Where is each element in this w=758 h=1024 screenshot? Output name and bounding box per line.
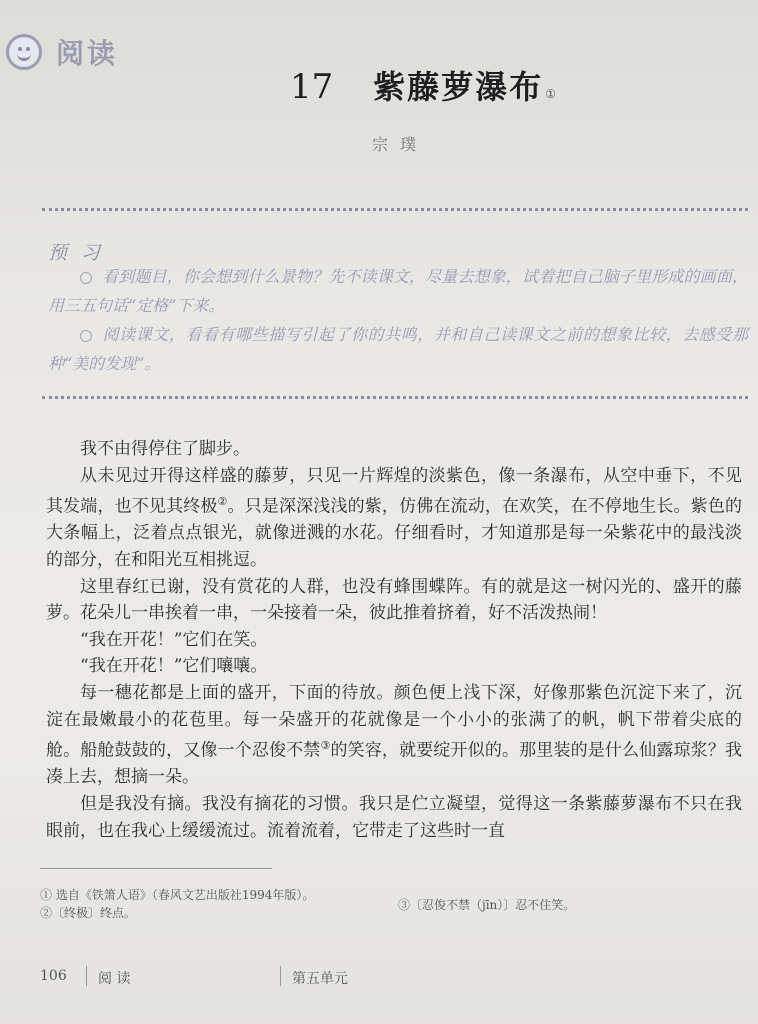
lesson-name: 紫藤萝瀑布	[373, 68, 544, 106]
footnote-rule	[40, 868, 272, 869]
preview-section	[48, 262, 748, 378]
lesson-number: 17	[290, 67, 334, 107]
lesson-title	[290, 62, 556, 108]
preview-item: 阅读课文，看看有哪些描写引起了你的共鸣，并和自己读课文之前的想象比较，去感受那种“美的发现”。	[48, 325, 748, 373]
preview-heading: 预习	[48, 242, 115, 264]
footer-book-label: 阅 读	[98, 971, 131, 987]
footnote-ref: ②	[217, 495, 228, 509]
circle-bullet-icon	[80, 330, 92, 342]
paragraph: 但是我没有摘。我没有摘花的习惯。我只是伫立凝望，觉得这一条紫藤萝瀑布不只在我眼前，也在我心上缓缓流过。流着流着，它带走了这些时一直	[46, 794, 742, 841]
paragraph: 从未见过开得这样盛的藤萝，只见一片辉煌的淡紫色，像一条瀑布，从空中垂下，不见其发端，也不见其终极②。只是深深浅浅的紫，仿佛在流动，在欢笑，在不停地生长。紫色的大条幅上，泛着点点银光，就像迸溅的水花。仔细看时，才知道那是每一朵紫花中的最浅淡的部分，在和阳光互相挑逗。	[46, 465, 742, 571]
divider-top	[42, 208, 748, 211]
paragraph: “我在开花！”它们在笑。	[80, 629, 268, 650]
footer-unit-label: 第五单元	[292, 971, 348, 987]
section-header	[6, 32, 118, 72]
paragraph: 我不由得停住了脚步。	[80, 439, 250, 459]
circle-bullet-icon	[80, 272, 92, 284]
footnote-3: ③〔忍俊不禁（jīn）〕忍不住笑。	[398, 898, 576, 912]
article-body	[46, 436, 742, 844]
section-title: 阅读	[56, 37, 119, 70]
footnote-1: ① 选自《铁箫人语》（春风文艺出版社1994年版）。	[40, 888, 315, 902]
footer-divider	[86, 966, 87, 986]
preview-item: 看到题目，你会想到什么景物？先不读课文，尽量去想象，试着把自己脑子里形成的画面，用三五句话“定格”下来。	[48, 267, 748, 315]
title-footnote-mark: ①	[545, 87, 557, 101]
page-number: 106	[40, 968, 67, 984]
smiley-face-icon	[6, 34, 42, 70]
lesson-author: 宗璞	[372, 135, 429, 154]
paragraph: 这里春红已谢，没有赏花的人群，也没有蜂围蝶阵。有的就是这一树闪光的、盛开的藤萝。花朵儿一串挨着一串，一朵接着一朵，彼此推着挤着，好不活泼热闹！	[46, 576, 742, 624]
footer-divider	[280, 966, 281, 986]
paragraph: 每一穗花都是上面的盛开，下面的待放。颜色便上浅下深，好像那紫色沉淀下来了，沉淀在最嫩最小的花苞里。每一朵盛开的花就像是一个小小的张满了的帆，帆下带着尖底的舱。船舱鼓鼓的，又像一个忍俊不禁③的笑容，就要绽开似的。那里装的是什么仙露琼浆？我凑上去，想摘一朵。	[46, 683, 742, 788]
footnote-2: ②〔终极〕终点。	[40, 906, 137, 920]
footnote-ref: ③	[320, 739, 331, 753]
divider-bottom	[42, 396, 748, 399]
paragraph: “我在开花！”它们嚷嚷。	[80, 656, 268, 677]
